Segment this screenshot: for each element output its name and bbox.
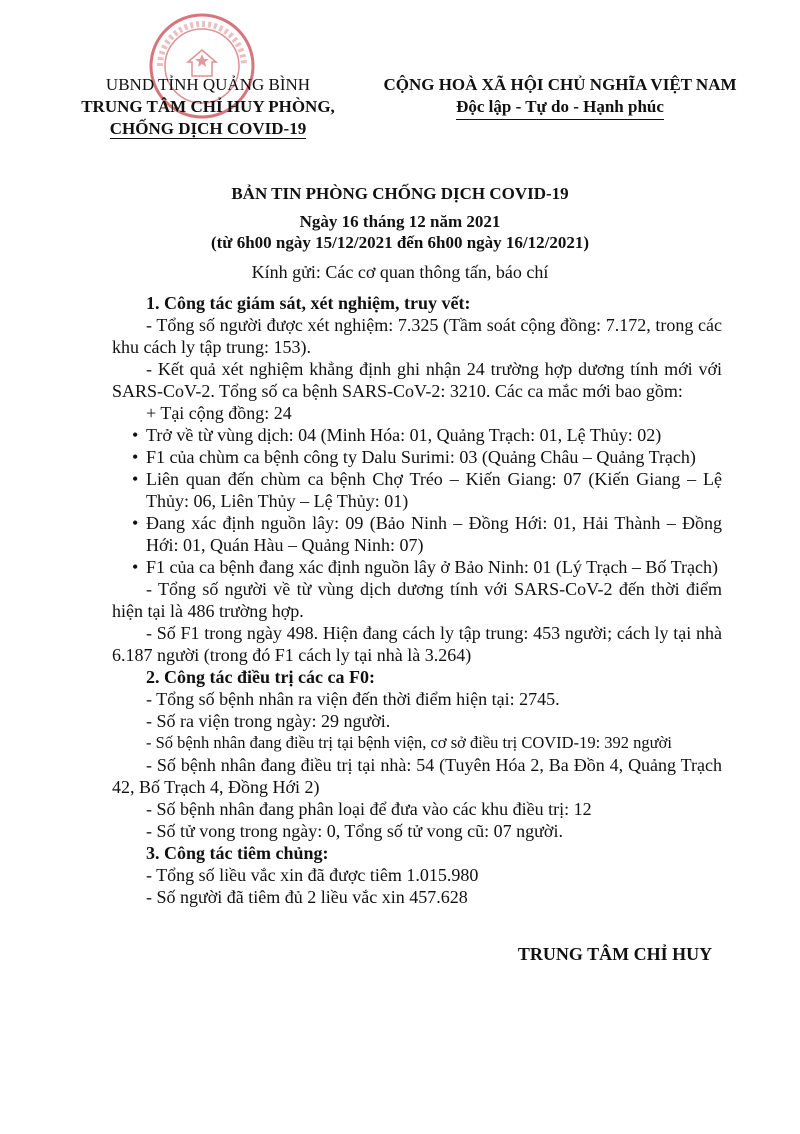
s2-item: - Số bệnh nhân đang điều trị tại nhà: 54 (Tuyên Hóa 2, Ba Đồn 4, Quảng Trạch 42, Bố Trạch 4, Đồng Hới 2) [112,755,722,797]
bulletin-title: BẢN TIN PHÒNG CHỐNG DỊCH COVID-19 [231,184,569,203]
national-motto [360,96,760,120]
bulletin-body [112,292,722,908]
section-1-heading: 1. Công tác giám sát, xét nghiệm, truy vết: [146,293,471,313]
s2-item: - Số bệnh nhân đang điều trị tại bệnh viện, cơ sở điều trị COVID-19: 392 người [146,733,672,752]
s2-item: - Số tử vong trong ngày: 0, Tổng số tử vong cũ: 07 người. [146,821,563,841]
issuer-province: UBND TỈNH QUẢNG BÌNH [105,75,311,94]
bullet-icon: • [132,469,139,489]
national-motto-block [360,74,760,120]
section-3-heading: 3. Công tác tiêm chủng: [146,843,329,863]
bullet-icon: • [132,513,139,533]
list-item-text: Trở về từ vùng dịch: 04 (Minh Hóa: 01, Quảng Trạch: 01, Lệ Thủy: 02) [146,425,662,445]
s3-item: - Số người đã tiêm đủ 2 liều vắc xin 457.628 [146,887,468,907]
s1-paragraph: - Kết quả xét nghiệm khẳng định ghi nhận 24 trường hợp dương tính mới với SARS-CoV-2. Tổng số ca bệnh SARS-CoV-2: 3210. Các ca mắc mới bao gồm: [112,359,722,401]
s1-paragraph: + Tại cộng đồng: 24 [146,403,292,423]
signature-block: TRUNG TÂM CHỈ HUY [517,944,713,964]
s1-paragraph: - Tổng số người được xét nghiệm: 7.325 (Tầm soát cộng đồng: 7.172, trong các khu cách ly tập trung: 153). [112,315,722,357]
list-item [132,556,722,578]
s2-item: - Số ra viện trong ngày: 29 người. [146,711,391,731]
bullet-icon: • [132,557,139,577]
list-item-text: Đang xác định nguồn lây: 09 (Bảo Ninh – Đồng Hới: 01, Hải Thành – Đồng Hới: 01, Quán Hàu – Quảng Ninh: 07) [146,513,722,555]
list-item [132,512,722,556]
issuer-agency-line2-text: CHỐNG DỊCH COVID-19 [109,119,307,138]
s2-item: - Số bệnh nhân đang phân loại để đưa vào các khu điều trị: 12 [146,799,592,819]
section-2-heading: 2. Công tác điều trị các ca F0: [146,667,375,687]
s1-paragraph: - Số F1 trong ngày 498. Hiện đang cách ly tập trung: 453 người; cách ly tại nhà 6.187 người (trong đó F1 cách ly tại nhà là 3.264) [112,623,722,665]
bullet-icon: • [132,447,139,467]
list-item-text: Liên quan đến chùm ca bệnh Chợ Tréo – Kiến Giang: 07 (Kiến Giang – Lệ Thủy: 06, Liên Thủy – Lệ Thủy: 01) [146,469,722,511]
bulletin-date: Ngày 16 tháng 12 năm 2021 [299,212,501,231]
bulletin-range: (từ 6h00 ngày 15/12/2021 đến 6h00 ngày 16/12/2021) [210,233,590,252]
s2-item: - Tổng số bệnh nhân ra viện đến thời điểm hiện tại: 2745. [146,689,560,709]
issuer-block [68,74,348,140]
recipient-line: Kính gửi: Các cơ quan thông tấn, báo chí [251,262,549,282]
issuer-agency-line1: TRUNG TÂM CHỈ HUY PHÒNG, [81,97,335,116]
national-title: CỘNG HOÀ XÃ HỘI CHỦ NGHĨA VIỆT NAM [383,75,737,94]
list-item [132,468,722,512]
issuer-agency-line2 [68,118,348,140]
s1-paragraph: - Tổng số người về từ vùng dịch dương tính với SARS-CoV-2 đến thời điểm hiện tại là 486 trường hợp. [112,579,722,621]
list-item [132,446,722,468]
list-item [132,424,722,446]
list-item-text: F1 của ca bệnh đang xác định nguồn lây ở Bảo Ninh: 01 (Lý Trạch – Bố Trạch) [146,557,718,577]
bullet-icon: • [132,425,139,445]
list-item-text: F1 của chùm ca bệnh công ty Dalu Surimi: 03 (Quảng Châu – Quảng Trạch) [146,447,696,467]
s3-item: - Tổng số liều vắc xin đã được tiêm 1.015.980 [146,865,479,885]
national-motto-text: Độc lập - Tự do - Hạnh phúc [456,96,664,120]
